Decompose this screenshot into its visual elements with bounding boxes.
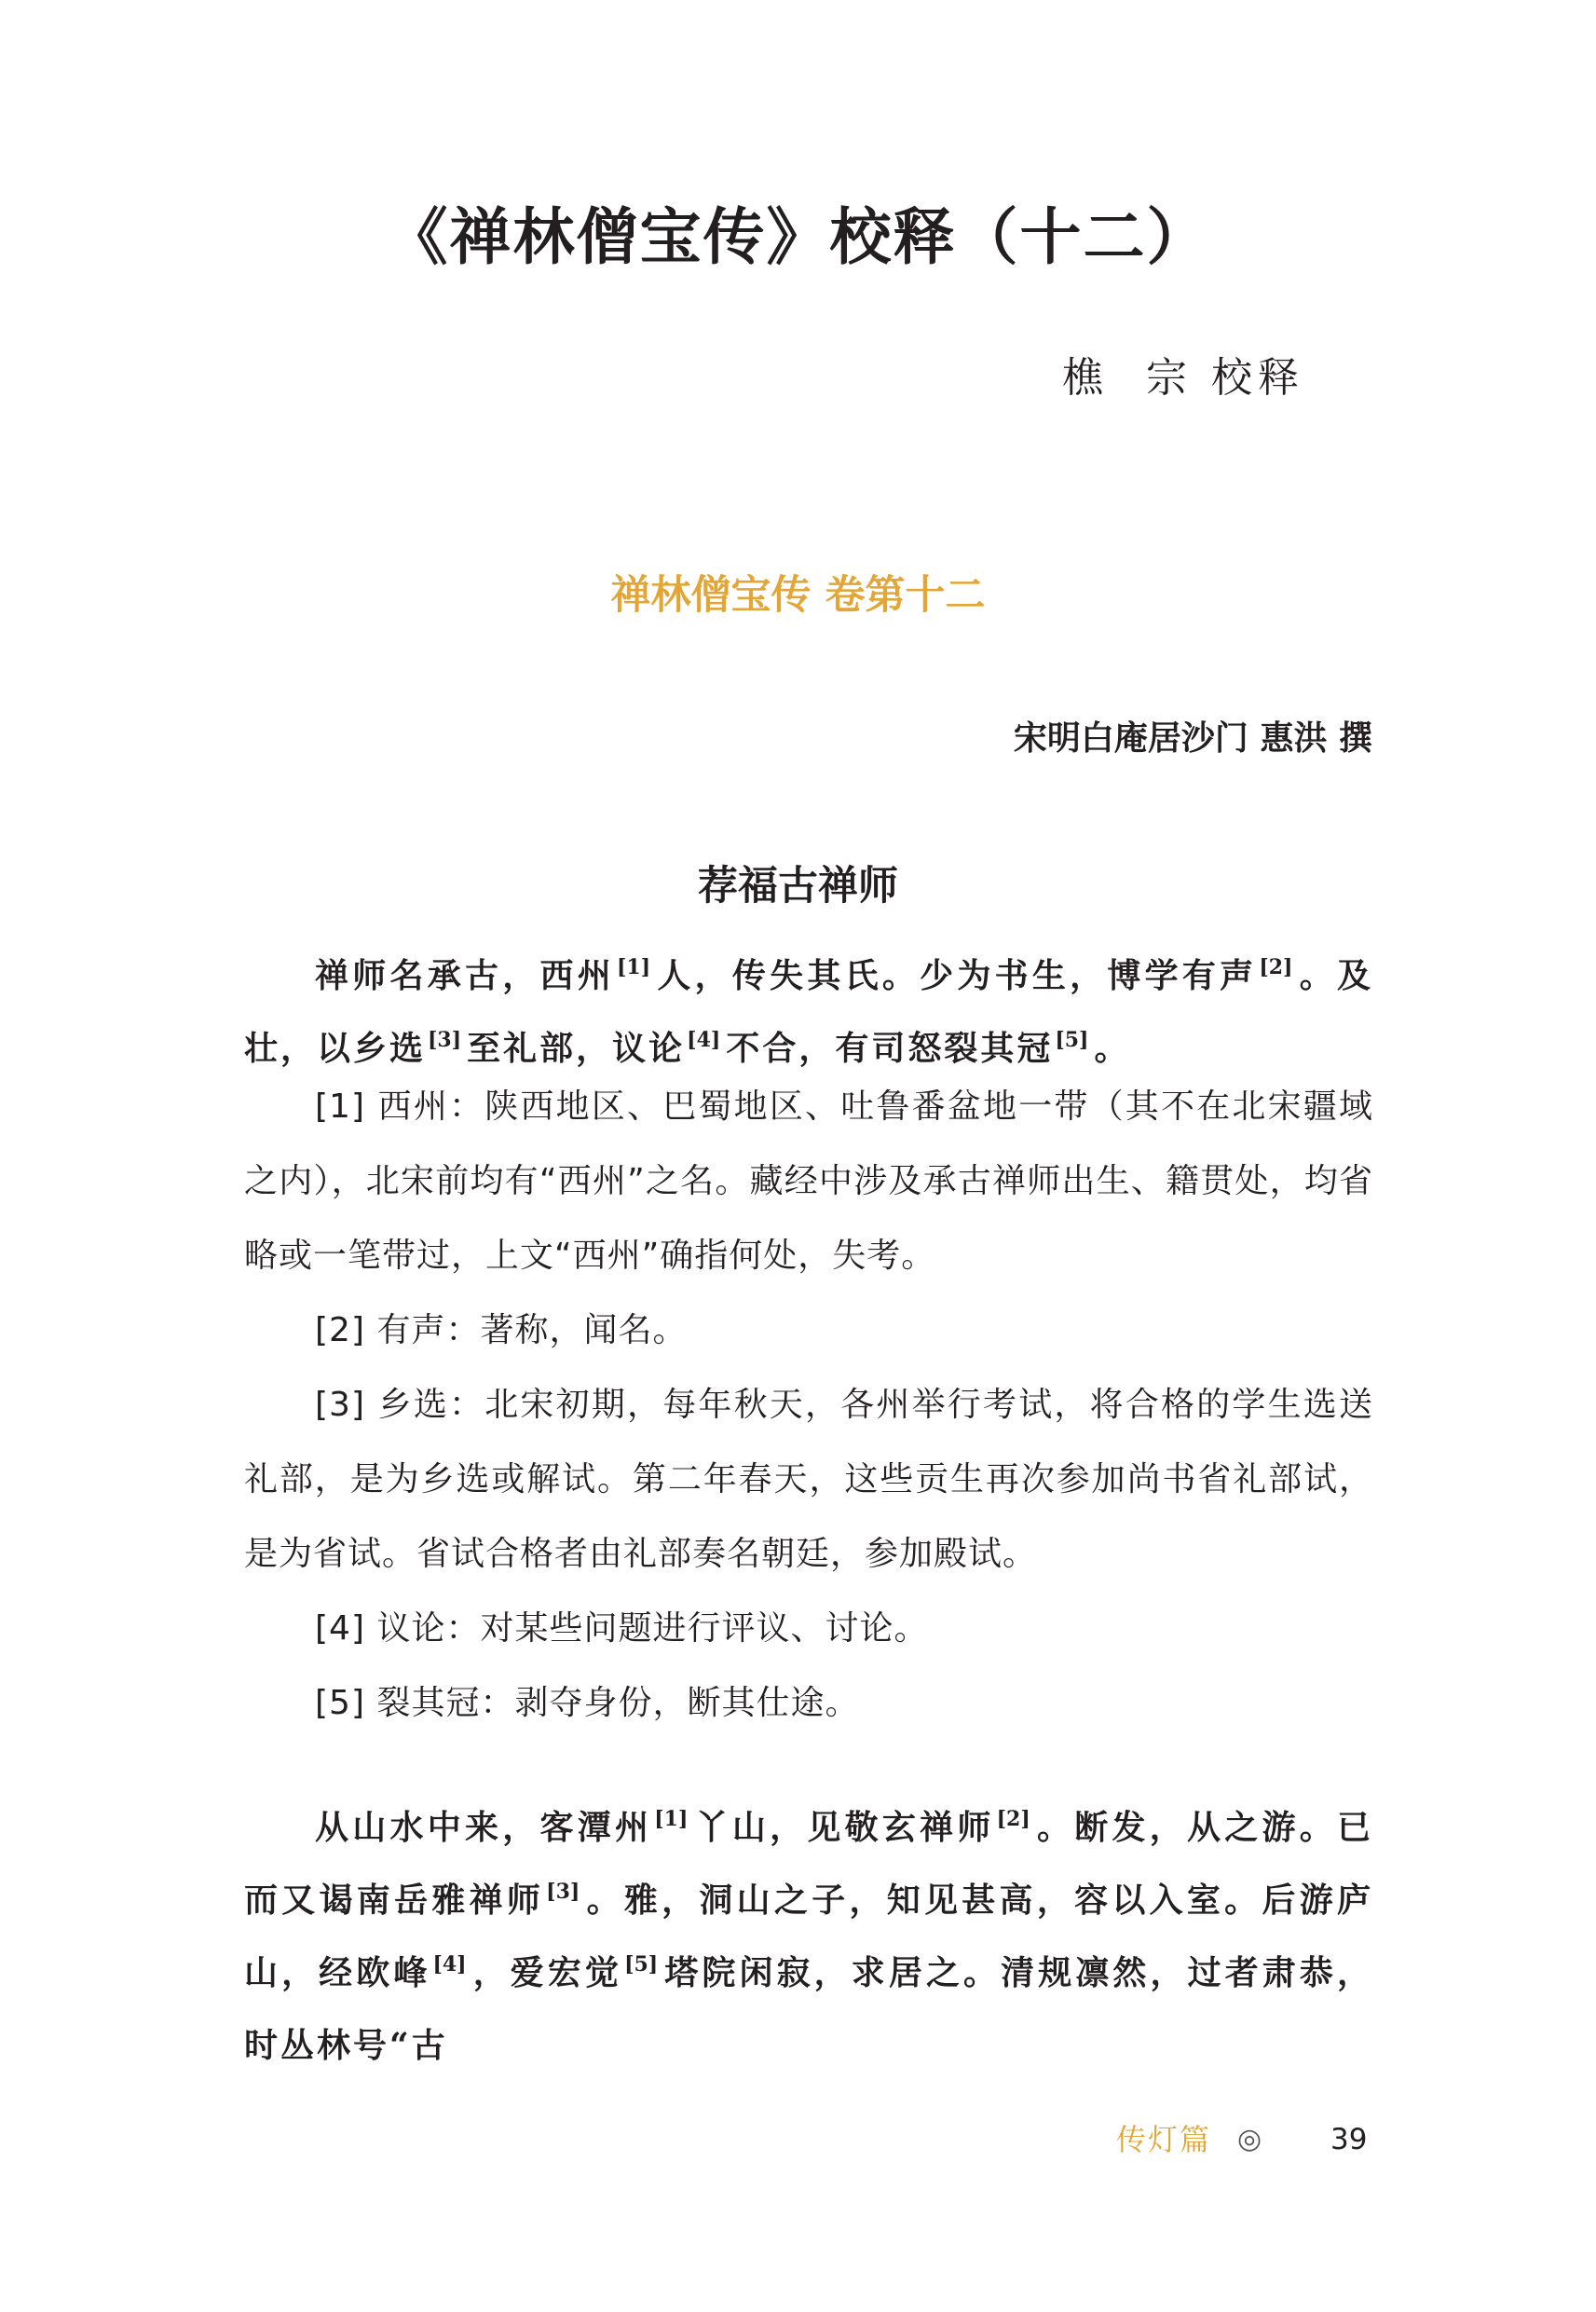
footnote-ref: [3] [546, 1880, 580, 1904]
note-item: [2] 有声：著称，闻名。 [315, 1311, 688, 1349]
text-segment: 禅师名承古，西州 [315, 956, 615, 995]
page-number: 39 [1330, 2123, 1368, 2156]
main-text-block-2 [244, 1791, 1373, 2082]
main-paragraph-2 [244, 1791, 1373, 2082]
footer-section-label: 传灯篇 [1116, 2122, 1212, 2157]
text-segment: 至礼部，议论 [467, 1029, 686, 1068]
text-segment: 。 [1094, 1029, 1131, 1068]
text-segment: 塔院闲寂，求居之。清规凛然，过者肃恭，时丛林号“古 [244, 1953, 1373, 2065]
footnote-ref: [2] [996, 1807, 1030, 1831]
text-segment: 不合，有司怒裂其冠 [726, 1029, 1054, 1068]
volume-heading: 禅林僧宝传 卷第十二 [610, 572, 986, 619]
footnote-ref: [2] [1259, 955, 1293, 979]
text-segment: 。雅，洞山之子，知见甚高，容以入室。后游庐山，经欧峰 [244, 1881, 1373, 1992]
notes-block-1 [244, 1070, 1373, 1741]
note-item: [5] 裂其冠：剥夺身份，断其仕途。 [315, 1684, 860, 1722]
text-segment: 。及壮，以乡选 [244, 956, 1373, 1068]
note-item: [1] 西州：陕西地区、巴蜀地区、吐鲁番盆地一带（其不在北宋疆域之内），北宋前均有“西州”之名。藏经中涉及承古禅师出生、籍贯处，均省略或一笔带过，上文“西州”确指何处，失考。 [244, 1088, 1373, 1275]
footnote-ref: [4] [687, 1028, 721, 1052]
footnote-ref: [3] [428, 1028, 462, 1052]
footnote-ref: [5] [1055, 1028, 1089, 1052]
text-segment: 从山水中来，客潭州 [315, 1808, 653, 1847]
text-segment: 丫山，见敬玄禅师 [693, 1808, 995, 1847]
author-line: 宋明白庵居沙门 惠洪 撰 [1013, 718, 1372, 758]
note-item: [3] 乡选：北宋初期，每年秋天，各州举行考试，将合格的学生选送礼部，是为乡选或解试。第二年春天，这些贡生再次参加尚书省礼部试，是为省试。省试合格者由礼部奏名朝廷，参加殿试。 [244, 1386, 1373, 1573]
main-paragraph-1 [244, 939, 1373, 1085]
annotator-line: 樵 宗 校释 [1062, 354, 1304, 402]
text-segment: 。断发，从之游。已而又谒南岳雅禅师 [244, 1808, 1373, 1920]
text-segment: 人，传失其氏。少为书生，博学有声 [656, 956, 1258, 995]
page-title: 《禅林僧宝传》校释（十二） [386, 200, 1210, 273]
footnote-ref: [5] [624, 1952, 659, 1977]
main-text-block-1 [244, 939, 1373, 1085]
section-heading: 荐福古禅师 [698, 863, 898, 910]
footnote-ref: [1] [616, 955, 651, 979]
footnote-ref: [1] [654, 1807, 689, 1831]
text-segment: ，爱宏觉 [471, 1953, 623, 1992]
footnote-ref: [4] [432, 1952, 467, 1977]
note-item: [4] 议论：对某些问题进行评议、讨论。 [315, 1609, 929, 1648]
double-circle-icon: ◎ [1237, 2123, 1262, 2155]
